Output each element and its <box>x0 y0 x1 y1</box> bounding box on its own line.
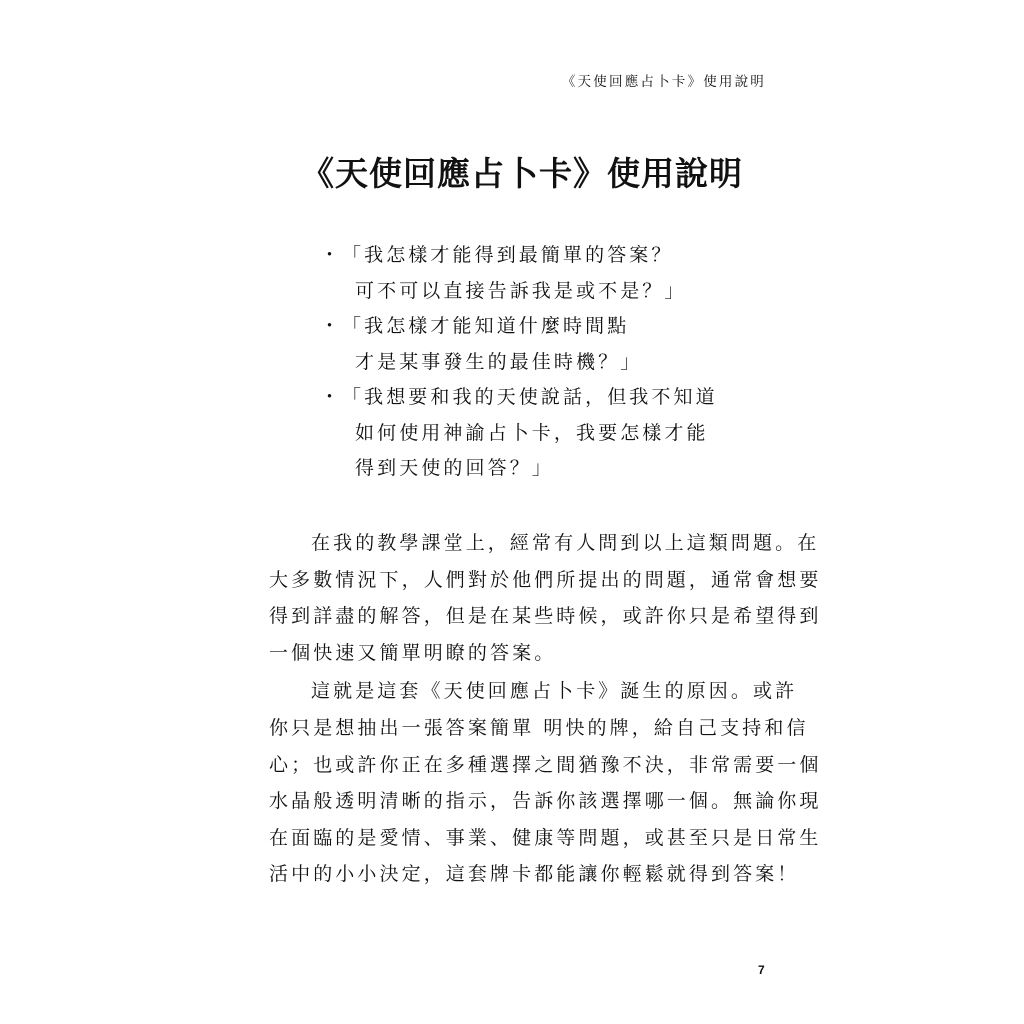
question-line: 才是某事發生的最佳時機？」 <box>355 350 643 373</box>
page-number: 7 <box>758 963 765 977</box>
bullet-dot: ・ <box>320 244 343 266</box>
body-text <box>269 525 822 893</box>
question-line: 得到天使的回答？」 <box>355 457 554 479</box>
paragraph-line: 心；也或許你正在多種選擇之間猶豫不決，非常需要一個 <box>269 753 822 776</box>
question-list <box>318 238 718 487</box>
question-line: 「我怎樣才能得到最簡單的答案？ <box>342 244 674 266</box>
question-line: 「我想要和我的天使說話，但我不知道 <box>342 386 718 408</box>
paragraph <box>269 525 822 671</box>
paragraph-line: 在面臨的是愛情、事業、健康等問題，或甚至只是日常生 <box>269 826 822 849</box>
paragraph-line: 活中的小小決定，這套牌卡都能讓你輕鬆就得到答案！ <box>269 863 800 886</box>
paragraph-line: 得到詳盡的解答，但是在某些時候，或許你只是希望得到 <box>269 605 822 628</box>
question-item <box>318 309 718 380</box>
paragraph-line: 在我的教學課堂上，經常有人問到以上這類問題。在 <box>311 532 820 554</box>
page-title: 《天使回應占卜卡》使用說明 <box>301 154 743 193</box>
paragraph-line: 你只是想抽出一張答案簡單 明快的牌，給自己支持和信 <box>269 716 809 739</box>
question-line: 「我怎樣才能知道什麼時間點 <box>342 315 630 337</box>
question-item <box>318 238 718 309</box>
bullet-dot: ・ <box>320 315 343 337</box>
paragraph-line: 一個快速又簡單明瞭的答案。 <box>269 641 557 664</box>
paragraph <box>269 673 822 893</box>
paragraph-line: 大多數情況下，人們對於他們所提出的問題，通常會想要 <box>269 568 822 591</box>
question-item <box>318 380 718 487</box>
bullet-dot: ・ <box>320 386 343 408</box>
question-line: 可不可以直接告訴我是或不是？」 <box>355 279 687 302</box>
running-head: 《天使回應占卜卡》使用說明 <box>561 74 766 90</box>
question-line: 如何使用神諭占卜卡，我要怎樣才能 <box>355 421 709 444</box>
paragraph-line: 水晶般透明清晰的指示，告訴你該選擇哪一個。無論你現 <box>269 790 822 813</box>
paragraph-line: 這就是這套《天使回應占卜卡》誕生的原因。或許 <box>311 680 798 703</box>
